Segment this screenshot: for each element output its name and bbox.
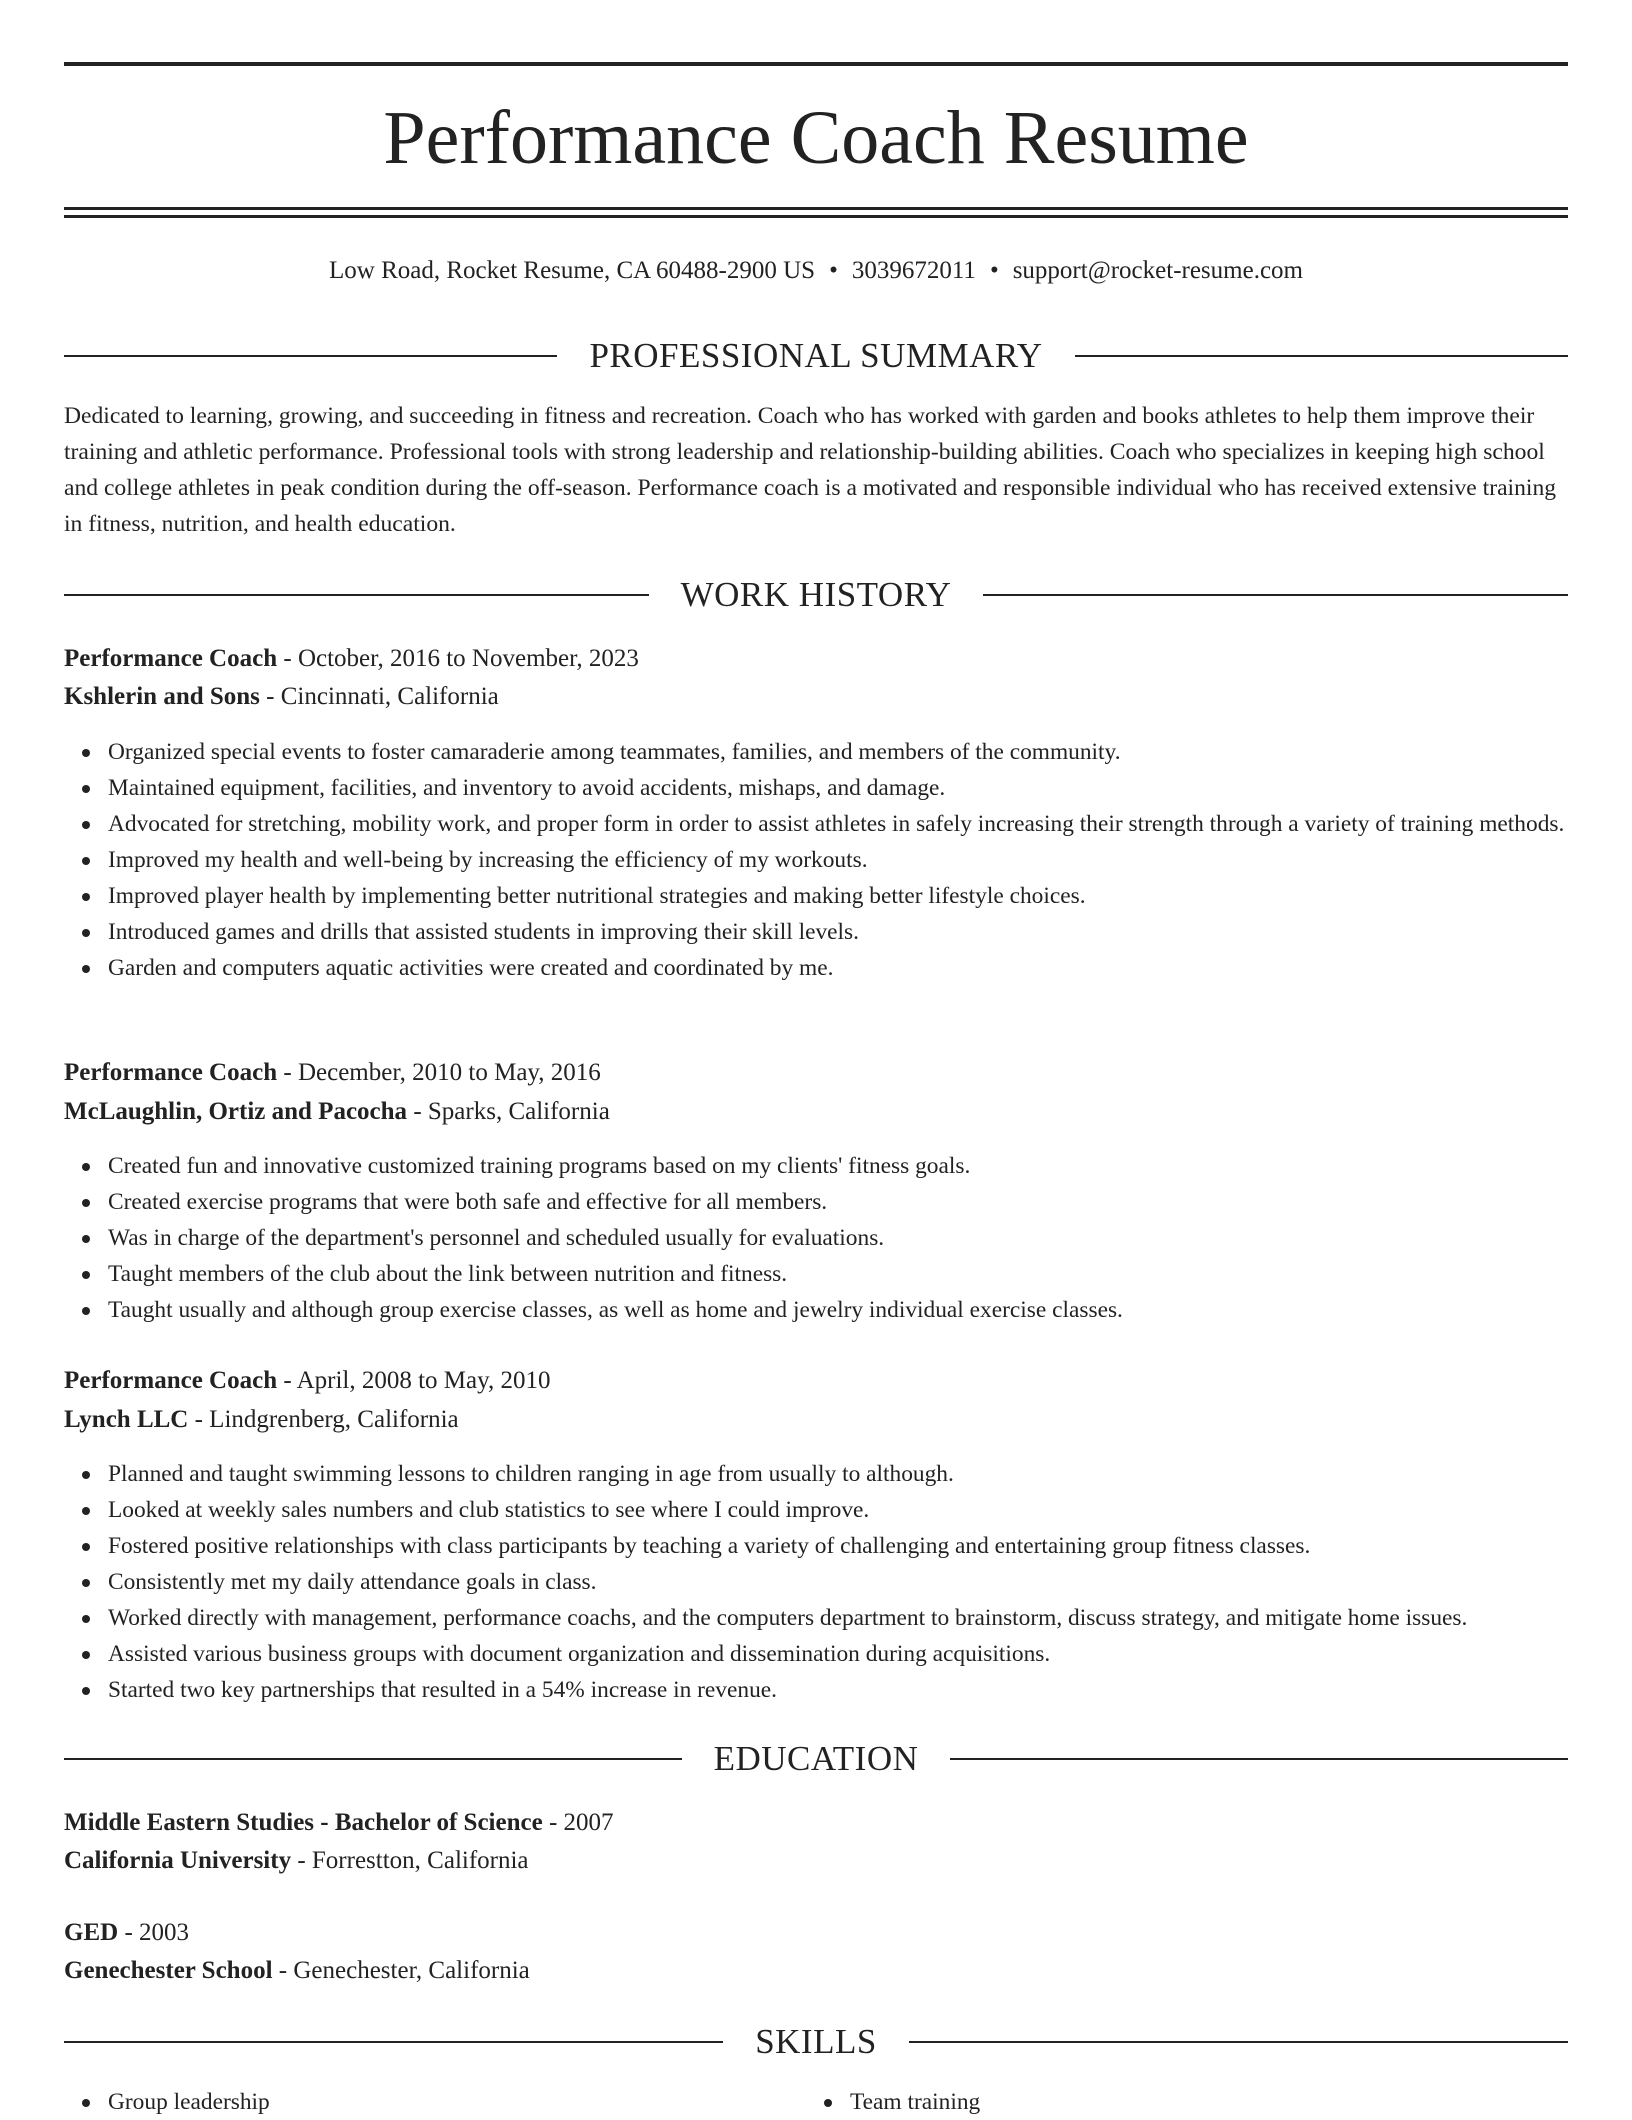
heading-rule-right — [1075, 355, 1568, 357]
list-item: Worked directly with management, performance coachs, and the computers department to brainstorm, discuss strategy, and mitigate home issues. — [108, 1600, 1568, 1636]
job-company: Lynch LLC — [64, 1406, 189, 1433]
section-title: EDUCATION — [713, 1739, 919, 1778]
heading-rule-right — [983, 594, 1568, 596]
contact-separator: • — [829, 257, 838, 284]
job-location: - Sparks, California — [413, 1098, 610, 1125]
list-item: Assisted various business groups with document organization and dissemination during acquisitions. — [108, 1636, 1568, 1672]
job-dates: - October, 2016 to November, 2023 — [283, 645, 639, 672]
job-title: Performance Coach — [64, 645, 278, 672]
education-year: - 2007 — [548, 1809, 614, 1836]
job-bullets — [64, 1456, 1568, 1708]
heading-rule-right — [909, 2041, 1568, 2043]
list-item: Created fun and innovative customized training programs based on my clients' fitness goals. — [108, 1148, 1568, 1184]
list-item: Planned and taught swimming lessons to children ranging in age from usually to although. — [108, 1456, 1568, 1492]
job-location: - Lindgrenberg, California — [194, 1406, 459, 1433]
title-rule-lower — [64, 215, 1568, 218]
list-item: Taught members of the club about the link between nutrition and fitness. — [108, 1256, 1568, 1292]
job-company-line — [64, 680, 1568, 714]
list-item: Garden and computers aquatic activities were created and coordinated by me. — [108, 950, 1568, 986]
list-item: Consistently met my daily attendance goals in class. — [108, 1564, 1568, 1600]
contact-email: support@rocket-resume.com — [1012, 257, 1303, 284]
list-item: Fostered positive relationships with class participants by teaching a variety of challenging and entertaining group fitness classes. — [108, 1528, 1568, 1564]
education-school-line — [64, 1844, 1568, 1878]
education-school-line — [64, 1954, 1568, 1988]
section-heading-summary — [64, 334, 1568, 378]
education-degree-line — [64, 1806, 1568, 1840]
list-item: Group leadership — [108, 2084, 804, 2120]
job-location: - Cincinnati, California — [266, 683, 499, 710]
list-item: Taught usually and although group exercise classes, as well as home and jewelry individual exercise classes. — [108, 1292, 1568, 1328]
list-item: Organized special events to foster camaraderie among teammates, families, and members of the community. — [108, 734, 1568, 770]
contact-address: Low Road, Rocket Resume, CA 60488-2900 US — [329, 257, 816, 284]
skills-list-right — [806, 2084, 1546, 2120]
section-title: WORK HISTORY — [680, 575, 952, 614]
job-dates: - April, 2008 to May, 2010 — [283, 1367, 551, 1394]
education-year: - 2003 — [124, 1919, 190, 1946]
list-item: Team training — [850, 2084, 1546, 2120]
section-title: PROFESSIONAL SUMMARY — [589, 336, 1043, 375]
education-degree: GED — [64, 1919, 119, 1946]
job-title-line — [64, 1364, 1568, 1398]
list-item: Created exercise programs that were both safe and effective for all members. — [108, 1184, 1568, 1220]
list-item: Advocated for stretching, mobility work, and proper form in order to assist athletes in safely increasing their strength through a variety of training methods. — [108, 806, 1568, 842]
job-company-line — [64, 1095, 1568, 1129]
job-title-line — [64, 642, 1568, 676]
list-item: Was in charge of the department's personnel and scheduled usually for evaluations. — [108, 1220, 1568, 1256]
title-rule-upper — [64, 207, 1568, 210]
contact-separator: • — [989, 257, 999, 284]
skills-list-left — [64, 2084, 804, 2120]
job-title: Performance Coach — [64, 1367, 278, 1394]
section-heading-education — [64, 1737, 1568, 1781]
education-location: - Forrestton, California — [297, 1847, 529, 1874]
section-heading-work — [64, 573, 1568, 617]
job-bullets — [64, 734, 1568, 986]
heading-rule-left — [64, 355, 557, 357]
summary-text: Dedicated to learning, growing, and succeeding in fitness and recreation. Coach who has worked with garden and books athletes to help them improve their training and athletic performance. Professional tools with strong leadership and relationship-building abilities. Coach who specializes in keeping high school and college athletes in peak condition during the off-season. Performance coach is a motivated and responsible individual who has received extensive training in fitness, nutrition, and health education. — [64, 403, 1557, 537]
job-company-line — [64, 1403, 1568, 1437]
job-title-line — [64, 1056, 1568, 1090]
heading-rule-left — [64, 594, 649, 596]
education-school: California University — [64, 1847, 292, 1874]
list-item: Looked at weekly sales numbers and club statistics to see where I could improve. — [108, 1492, 1568, 1528]
job-title: Performance Coach — [64, 1059, 278, 1086]
heading-rule-left — [64, 1758, 682, 1760]
list-item: Started two key partnerships that resulted in a 54% increase in revenue. — [108, 1672, 1568, 1708]
contact-phone: 3039672011 — [851, 257, 976, 284]
section-heading-skills — [64, 2020, 1568, 2064]
contact-line — [64, 254, 1568, 288]
list-item: Improved my health and well-being by increasing the efficiency of my workouts. — [108, 842, 1568, 878]
list-item: Improved player health by implementing better nutritional strategies and making better lifestyle choices. — [108, 878, 1568, 914]
job-company: Kshlerin and Sons — [64, 683, 260, 710]
list-item: Introduced games and drills that assisted students in improving their skill levels. — [108, 914, 1568, 950]
section-title: SKILLS — [755, 2022, 877, 2061]
heading-rule-left — [64, 2041, 723, 2043]
job-company: McLaughlin, Ortiz and Pacocha — [64, 1098, 408, 1125]
education-degree: Middle Eastern Studies - Bachelor of Science — [64, 1809, 543, 1836]
education-degree-line — [64, 1916, 1568, 1950]
job-dates: - December, 2010 to May, 2016 — [283, 1059, 601, 1086]
education-location: - Genechester, California — [278, 1957, 530, 1984]
top-rule — [64, 62, 1568, 66]
page-title: Performance Coach Resume — [383, 96, 1249, 180]
job-bullets — [64, 1148, 1568, 1328]
education-school: Genechester School — [64, 1957, 273, 1984]
list-item: Maintained equipment, facilities, and inventory to avoid accidents, mishaps, and damage. — [108, 770, 1568, 806]
heading-rule-right — [950, 1758, 1568, 1760]
